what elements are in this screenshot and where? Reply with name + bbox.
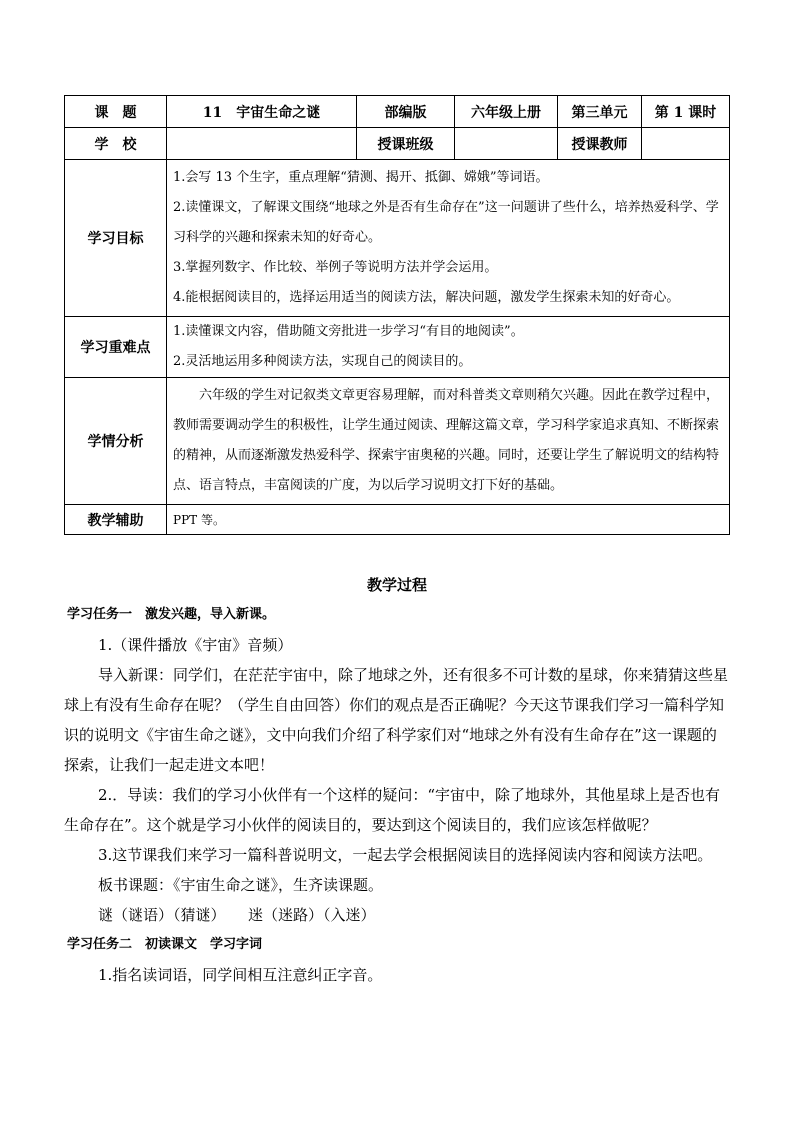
analysis-label: 学情分析 <box>65 378 167 505</box>
process-body <box>64 600 729 990</box>
goals-content <box>167 160 730 317</box>
task1-title: 学习任务一 激发兴趣，导入新课。 <box>67 607 276 622</box>
table-row <box>65 378 730 505</box>
class-value <box>455 128 558 160</box>
key-points-content <box>167 317 730 378</box>
table-row <box>65 160 730 317</box>
analysis-text: 六年级的学生对记叙类文章更容易理解，而对科普类文章则稍欠兴趣。因此在教学过程中，教师需要调动学生的积极性，让学生通过阅读、理解这篇文章，学习科学家追求真知、不断探索的精神，从而逐渐激发热爱科学、探索宇宙奥秘的兴趣。同时，还要让学生了解说明文的结构特点、语言特点，丰富阅读的广度，为以后学习说明文打下好的基础。 <box>173 388 720 493</box>
goal-item: 3.掌握列数字、作比较、举例子等说明方法并学会运用。 <box>173 260 498 275</box>
table-row <box>65 505 730 535</box>
process-title: 教学过程 <box>366 576 427 594</box>
teacher-label: 授课教师 <box>558 128 642 160</box>
teacher-value <box>642 128 730 160</box>
goals-label: 学习目标 <box>65 160 167 317</box>
goal-item: 2.读懂课文，了解课文围绕“地球之外是否有生命存在”这一问题讲了些什么，培养热爱科学、学习科学的兴趣和探索未知的好奇心。 <box>173 200 719 245</box>
paragraph: 谜（谜语）（猜谜） 迷（迷路）（入迷） <box>98 906 376 924</box>
paragraph: 导入新课：同学们，在茫茫宇宙中，除了地球之外，还有很多不可计数的星球，你来猜猜这些星球上有没有生命存在呢？（学生自由回答）你们的观点是否正确呢？今天这节课我们学习一篇科学知识的说明文《宇宙生命之谜》，文中向我们介绍了科学家们对“地球之外有没有生命存在”这一课题的探索，让我们一起走进文本吧！ <box>64 666 729 774</box>
paragraph: 2.．导读：我们的学习小伙伴有一个这样的疑问：“宇宙中，除了地球外，其他星球上是否也有生命存在”。这个就是学习小伙伴的阅读目的，要达到这个阅读目的，我们应该怎样做呢？ <box>64 786 720 834</box>
school-value <box>167 128 357 160</box>
key-point-item: 2.灵活地运用多种阅读方法，实现自己的阅读目的。 <box>173 354 472 369</box>
paragraph: 1.（课件播放《宇宙》音频） <box>98 636 293 654</box>
goal-item: 1.会写 13 个生字，重点理解“猜测、揭开、抵御、嫦娥”等词语。 <box>173 170 549 185</box>
lesson-info-table <box>64 95 730 535</box>
analysis-content <box>167 378 730 505</box>
period: 第 1 课时 <box>642 96 730 128</box>
paragraph: 3.这节课我们来学习一篇科普说明文，一起去学会根据阅读目的选择阅读内容和阅读方法吧。 <box>98 846 713 864</box>
aids-label: 教学辅助 <box>65 505 167 535</box>
edition: 部编版 <box>357 96 455 128</box>
task2-title: 学习任务二 初读课文 学习字词 <box>67 937 263 952</box>
paragraph: 板书课题：《宇宙生命之谜》，生齐读课题。 <box>98 876 384 894</box>
lesson-title: 11 宇宙生命之谜 <box>167 96 357 128</box>
table-row <box>65 96 730 128</box>
key-point-item: 1.读懂课文内容，借助随文旁批进一步学习“有目的地阅读”。 <box>173 324 524 339</box>
school-label: 学 校 <box>65 128 167 160</box>
key-points-label: 学习重难点 <box>65 317 167 378</box>
grade: 六年级上册 <box>455 96 558 128</box>
paragraph: 1.指名读词语，同学间相互注意纠正字音。 <box>98 966 383 984</box>
table-row <box>65 128 730 160</box>
unit: 第三单元 <box>558 96 642 128</box>
goal-item: 4.能根据阅读目的，选择运用适当的阅读方法，解决问题，激发学生探索未知的好奇心。 <box>173 290 680 305</box>
table-row <box>65 317 730 378</box>
course-label: 课 题 <box>65 96 167 128</box>
class-label: 授课班级 <box>357 128 455 160</box>
aids-value: PPT 等。 <box>167 505 730 535</box>
